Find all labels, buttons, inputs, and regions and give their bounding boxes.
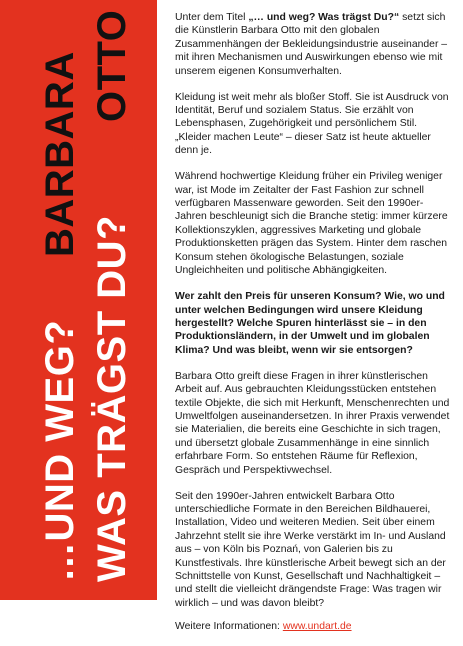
intro-rest: setzt sich die Künstlerin Barbara Otto mit den globalen Zusammenhängen der Bekleidungsindustrie auseinander – mit ihren Mechanismen und Auswirkungen ebenso wie mit unserem eigenen Konsumverhalten. (175, 12, 448, 77)
exhibition-title-line-2: WAS TRÄGST DU? (90, 215, 134, 582)
intro-paragraph (175, 11, 455, 78)
intro-lead: Unter dem Titel (175, 12, 249, 23)
more-info-label: Weitere Informationen: (175, 621, 283, 633)
text-column (175, 11, 455, 646)
website-link[interactable]: www.undart.de (282, 621, 352, 633)
paragraph-fast-fashion: Während hochwertige Kleidung früher ein Privileg weniger war, ist Mode im Zeitalter der Fast Fashion zur schnell verfügbaren Massenware geworden. Seit den 1990er-Jahren beschleunigt sich die Branche stetig: immer kürzere Kollektionszyklen, aggressives Marketing und globale Produktionsketten prägen das System. Hinter dem raschen Konsum stehen ökologische Belastungen, soziale Ungleichheiten und politische Abhängigkeiten. (175, 171, 448, 277)
more-info-line (175, 620, 455, 633)
paragraph-artistic-practice: Barbara Otto greift diese Fragen in ihrer künstlerischen Arbeit auf. Aus gebrauchten Kleidungsstücken entstehen textile Objekte, die sich mit Herkunft, Menschenrechten und Umweltfolgen auseinandersetzen. In ihrer Praxis verwendet sie Materialien, die bereits eine Geschichte in sich tragen, und übersetzt globale Zusammenhänge in eine sinnlich erfahrbare Form. So entstehen Räume für Reflexion, Gespräch und Perspektivwechsel. (175, 370, 450, 476)
paragraph-clothing-identity: Kleidung ist weit mehr als bloßer Stoff. Sie ist Ausdruck von Identität, Beruf und sozialem Status. Sie erzählt von Lebensphasen, Zugehörigkeit und persönlichem Stil. „Kleider machen Leute“ – dieser Satz ist heute aktueller denn je. (175, 91, 449, 157)
paragraph-biography: Seit den 1990er-Jahren entwickelt Barbara Otto unterschiedliche Formate in den Bereichen Bildhauerei, Installation, Video und weiteren Medien. Seit über einem Jahrzehnt stellt sie ihre Werke verstärkt im In- und Ausland aus – von Köln bis Poznań, von Galerien bis zu Kunstfestivals. Ihre künstlerische Arbeit bewegt sich an der Schnittstelle von Kunst, Gesellschaft und Nachhaltigkeit – und stellt die vielleicht drängendste Frage: Was tragen wir wirklich – und was davon bleibt? (175, 490, 446, 609)
intro-title: „… und weg? Was trägst Du?“ (248, 12, 400, 23)
artist-first-name: BARBARA (38, 51, 82, 257)
red-title-band (0, 0, 157, 600)
exhibition-title-line-1: …UND WEG? (38, 319, 82, 582)
paragraph-questions: Wer zahlt den Preis für unseren Konsum? Wie, wo und unter welchen Bedingungen wird unsere Kleidung hergestellt? Welche Spuren hinterlässt sie – in den Produktionsländern, in der Umwelt und im globalen Klima? Und was bleibt, wenn wir sie entsorgen? (175, 291, 445, 356)
artist-last-name: OTTO (90, 9, 134, 122)
